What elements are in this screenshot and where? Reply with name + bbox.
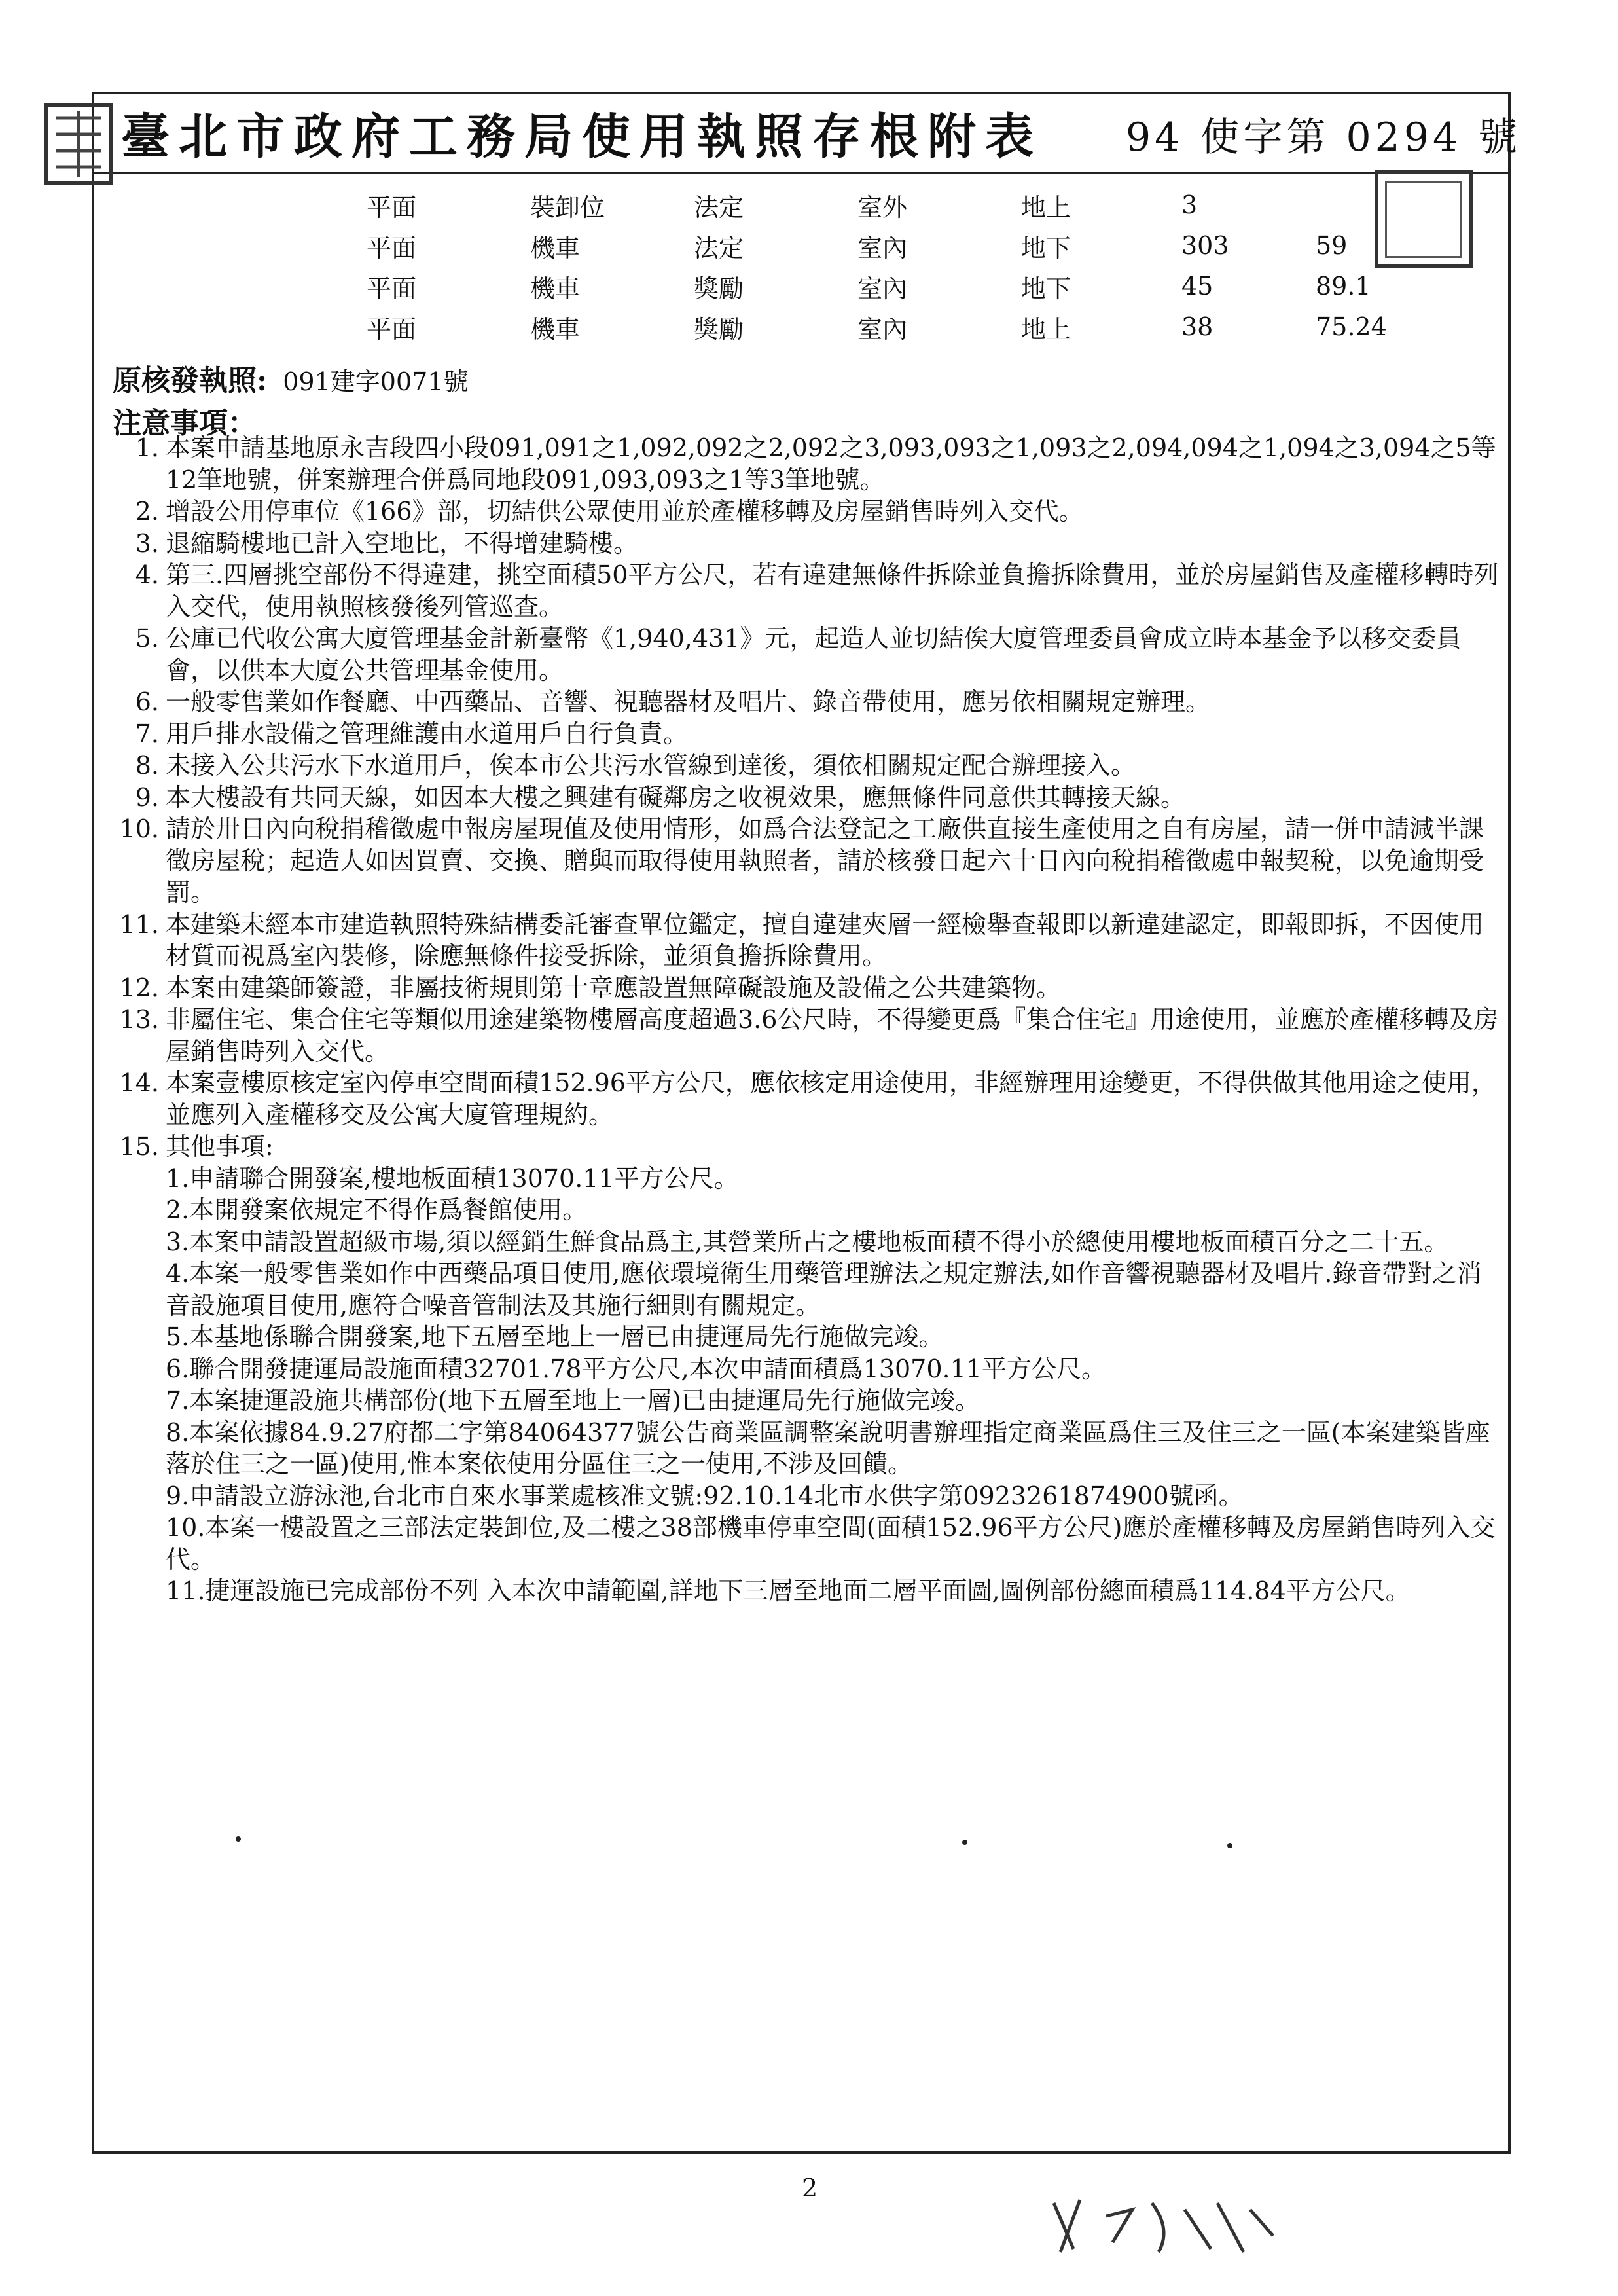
table-cell: 室外 — [857, 192, 908, 222]
list-item: 10.本案一樓設置之三部法定裝卸位,及二樓之38部機車停車空間(面積152.96平方公尺)應於產權移轉及房屋銷售時列入交代。 — [166, 1513, 1496, 1574]
list-item — [119, 813, 1502, 909]
signature-icon — [1047, 2190, 1283, 2262]
parking-table — [367, 185, 1460, 347]
list-item — [119, 909, 1502, 972]
table-cell: 75.24 — [1316, 312, 1387, 341]
list-item — [128, 432, 1502, 496]
original-permit-value: 091建字0071號 — [283, 367, 469, 396]
note-number: 7. — [135, 719, 159, 748]
list-item — [128, 718, 1502, 750]
speck — [1227, 1843, 1232, 1848]
note-text: 本大樓設有共同天線，如因本大樓之興建有礙鄰房之收視效果，應無條件同意供其轉接天線。 — [166, 782, 1186, 812]
table-cell: 平面 — [367, 192, 417, 222]
table-cell: 機車 — [530, 233, 581, 263]
table-cell: 機車 — [530, 274, 581, 303]
table-cell: 室內 — [857, 314, 908, 344]
table-cell: 室內 — [857, 274, 908, 303]
note-number: 4. — [135, 560, 159, 589]
table-cell: 38 — [1181, 312, 1214, 341]
page-title: 臺北市政府工務局使用執照存根附表 — [121, 109, 1043, 165]
note-number: 10. — [119, 814, 159, 843]
header-rule — [92, 172, 1511, 174]
original-permit-label: 原核發執照: — [113, 364, 268, 397]
list-item — [128, 496, 1502, 528]
list-item: 5.本基地係聯合開發案,地下五層至地上一層已由捷運局先行施做完竣。 — [166, 1322, 944, 1351]
table-row — [367, 185, 1460, 225]
list-item — [128, 559, 1502, 623]
table-cell: 89.1 — [1316, 272, 1371, 301]
list-item: 7.本案捷運設施共構部份(地下五層至地上一層)已由捷運局先行施做完竣。 — [166, 1386, 980, 1415]
table-cell: 地上 — [1021, 192, 1071, 222]
permit-number: 94 使字第 0294 號 — [1126, 115, 1522, 160]
table-cell: 平面 — [367, 233, 417, 263]
list-item: 11.捷運設施已完成部份不列 入本次申請範圍,詳地下三層至地面二層平面圖,圖例部份總面積爲114.84平方公尺。 — [166, 1576, 1411, 1605]
note-text: 本建築未經本市建造執照特殊結構委託審查單位鑑定，擅自違建夾層一經檢舉查報即以新違建認定，即報即拆，不因使用材質而視爲室內裝修，除應無條件接受拆除，並須負擔拆除費用。 — [166, 909, 1484, 970]
note-text: 用戶排水設備之管理維護由水道用戶自行負責。 — [166, 719, 689, 748]
note-text: 本案由建築師簽證，非屬技術規則第十章應設置無障礙設施及設備之公共建築物。 — [166, 973, 1062, 1002]
notes-list — [119, 432, 1502, 1607]
note-number: 11. — [119, 909, 159, 939]
list-item — [128, 623, 1502, 686]
list-item: 3.本案申請設置超級市場,須以經銷生鮮食品爲主,其營業所占之樓地板面積不得小於總使用樓地板面積百分之二十五。 — [166, 1227, 1449, 1256]
note-number: 14. — [119, 1068, 159, 1097]
table-cell: 3 — [1181, 191, 1198, 219]
note-number: 6. — [135, 687, 159, 716]
list-item — [128, 528, 1502, 560]
seal-stamp-icon — [39, 98, 118, 190]
list-item: 2.本開發案依規定不得作爲餐館使用。 — [166, 1195, 588, 1224]
note-text: 本案壹樓原核定室內停車空間面積152.96平方公尺，應依核定用途使用，非經辦理用途變更，不得供做其他用途之使用，並應列入產權移交及公寓大廈管理規約。 — [166, 1068, 1496, 1129]
table-cell — [1316, 185, 1460, 225]
note-text: 其他事項: — [166, 1132, 274, 1161]
note-text: 第三.四層挑空部份不得違建，挑空面積50平方公尺，若有違建無條件拆除並負擔拆除費用，並於房屋銷售及產權移轉時列入交代，使用執照核發後列管巡查。 — [166, 560, 1499, 621]
list-item: 4.本案一般零售業如作中西藥品項目使用,應依環境衛生用藥管理辦法之規定辦法,如作音響視聽器材及唱片.錄音帶對之消音設施項目使用,應符合噪音管制法及其施行細則有關規定。 — [166, 1259, 1482, 1320]
table-row — [367, 266, 1460, 306]
note-text: 退縮騎樓地已計入空地比，不得增建騎樓。 — [166, 528, 639, 558]
list-item — [119, 972, 1502, 1004]
list-item: 6.聯合開發捷運局設施面積32701.78平方公尺,本次申請面積爲13070.11平方公尺。 — [166, 1354, 1106, 1383]
page-number: 2 — [802, 2174, 818, 2202]
table-cell: 法定 — [694, 192, 744, 222]
note-number: 3. — [135, 528, 159, 558]
table-row — [367, 306, 1460, 347]
table-cell: 法定 — [694, 233, 744, 263]
note-text: 一般零售業如作餐廳、中西藥品、音響、視聽器材及唱片、錄音帶使用，應另依相關規定辦理。 — [166, 687, 1211, 716]
table-cell: 平面 — [367, 314, 417, 344]
other-matters-list — [166, 1163, 1502, 1607]
note-number: 5. — [135, 624, 159, 653]
note-number: 2. — [135, 497, 159, 526]
speck — [962, 1840, 967, 1845]
list-item — [128, 686, 1502, 718]
notes-heading: 注意事項： — [113, 407, 257, 440]
note-number: 1. — [135, 433, 159, 462]
table-cell: 303 — [1181, 231, 1229, 260]
list-item — [128, 782, 1502, 814]
note-number: 13. — [119, 1005, 159, 1034]
note-text: 未接入公共污水下水道用戶，俟本市公共污水管線到達後，須依相關規定配合辦理接入。 — [166, 751, 1136, 780]
list-item: 9.申請設立游泳池,台北市自來水事業處核准文號:92.10.14北市水供字第0923261874900號函。 — [166, 1481, 1244, 1510]
note-number: 9. — [135, 782, 159, 812]
table-cell: 室內 — [857, 233, 908, 263]
table-cell: 裝卸位 — [530, 192, 605, 222]
list-item: 8.本案依據84.9.27府都二字第84064377號公告商業區調整案說明書辦理指定商業區爲住三及住三之一區(本案建築皆座落於住三之一區)使用,惟本案依使用分區住三之一使用,不涉及回饋。 — [166, 1417, 1490, 1478]
table-cell: 59 — [1316, 231, 1348, 260]
note-number: 12. — [119, 973, 159, 1002]
table-cell: 獎勵 — [694, 314, 744, 344]
list-item — [128, 750, 1502, 782]
note-text: 非屬住宅、集合住宅等類似用途建築物樓層高度超過3.6公尺時，不得變更爲『集合住宅』用途使用，並應於產權移轉及房屋銷售時列入交代。 — [166, 1005, 1499, 1066]
list-item — [119, 1067, 1502, 1131]
list-item: 1.申請聯合開發案,樓地板面積13070.11平方公尺。 — [166, 1163, 739, 1193]
note-text: 增設公用停車位《166》部，切結供公眾使用並於產權移轉及房屋銷售時列入交代。 — [166, 497, 1084, 526]
speck — [236, 1836, 241, 1842]
note-text: 請於卅日內向稅捐稽徵處申報房屋現值及使用情形，如爲合法登記之工廠供直接生產使用之自有房屋，請一併申請減半課徵房屋稅；起造人如因買賣、交換、贈與而取得使用執照者，請於核發日起六十日內向稅捐稽徵處申報契稅，以免逾期受罰。 — [166, 814, 1484, 907]
table-cell: 地下 — [1021, 233, 1071, 263]
table-cell: 平面 — [367, 274, 417, 303]
table-cell: 獎勵 — [694, 274, 744, 303]
table-cell: 地下 — [1021, 274, 1071, 303]
note-number: 8. — [135, 751, 159, 780]
table-row — [367, 225, 1460, 266]
original-permit — [113, 357, 469, 399]
list-item — [119, 1131, 1502, 1163]
table-cell: 地上 — [1021, 314, 1071, 344]
note-text: 公庫已代收公寓大廈管理基金計新臺幣《1,940,431》元，起造人並切結俟大廈管理委員會成立時本基金予以移交委員會，以供本大廈公共管理基金使用。 — [166, 624, 1462, 685]
table-cell: 45 — [1181, 272, 1214, 301]
list-item — [119, 1004, 1502, 1067]
table-cell: 機車 — [530, 314, 581, 344]
note-number: 15. — [119, 1132, 159, 1161]
note-text: 本案申請基地原永吉段四小段091,091之1,092,092之2,092之3,093,093之1,093之2,094,094之1,094之3,094之5等12筆地號，併案辦理合併爲同地段091,093,093之1等3筆地號。 — [166, 433, 1496, 494]
